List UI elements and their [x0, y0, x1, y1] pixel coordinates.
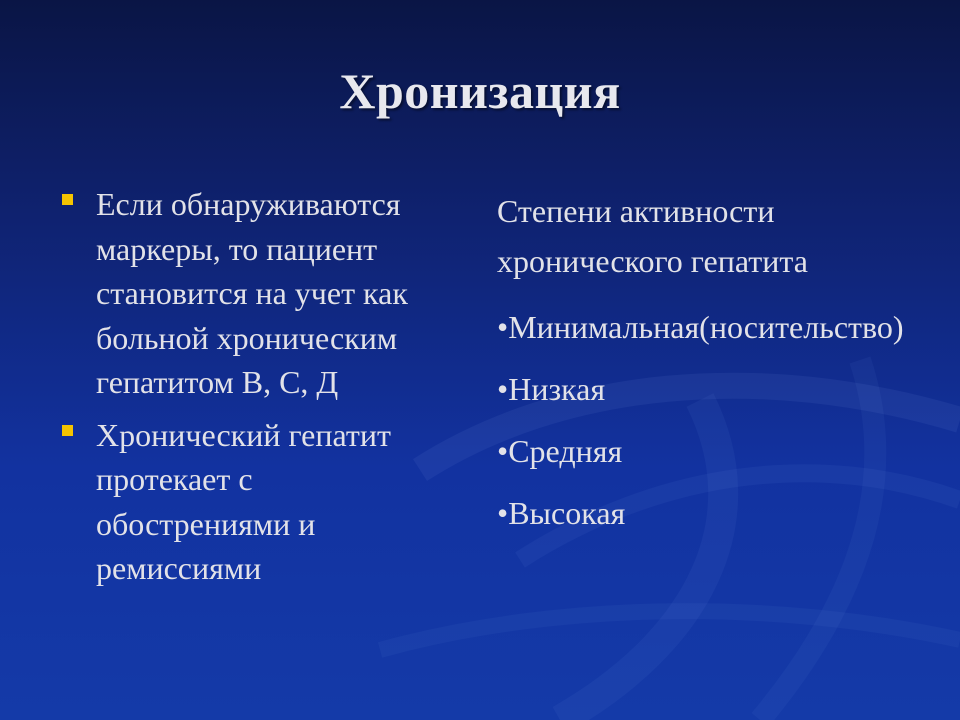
square-bullet-icon — [62, 425, 73, 436]
left-bullet-text: Если обнаруживаются маркеры, то пациент становится на учет как больной хроническим гепатитом В, С, Д — [96, 186, 408, 400]
left-bullet-text: Хронический гепатит протекает с обострениями и ремиссиями — [96, 416, 391, 586]
dot-bullet-icon: • — [497, 433, 509, 469]
activity-degree-text: Высокая — [508, 495, 626, 531]
left-bullet-list — [58, 182, 453, 599]
dot-bullet-icon: • — [497, 309, 509, 345]
activity-degrees-heading: Степени активности хронического гепатита — [497, 193, 808, 279]
activity-degree-item — [497, 426, 937, 476]
slide-title: Хронизация — [339, 63, 621, 119]
activity-degree-text: Минимальная(носительство) — [508, 309, 904, 345]
activity-degree-item — [497, 364, 937, 414]
dot-bullet-icon: • — [497, 371, 509, 407]
activity-degree-item — [497, 302, 937, 352]
activity-degree-text: Средняя — [508, 433, 623, 469]
square-bullet-icon — [62, 194, 73, 205]
dot-bullet-icon: • — [497, 495, 509, 531]
activity-degree-text: Низкая — [508, 371, 606, 407]
left-bullet-item — [58, 413, 453, 591]
activity-degrees-list — [497, 302, 937, 538]
left-bullet-item — [58, 182, 453, 405]
right-column — [497, 186, 937, 550]
activity-degree-item — [497, 488, 937, 538]
